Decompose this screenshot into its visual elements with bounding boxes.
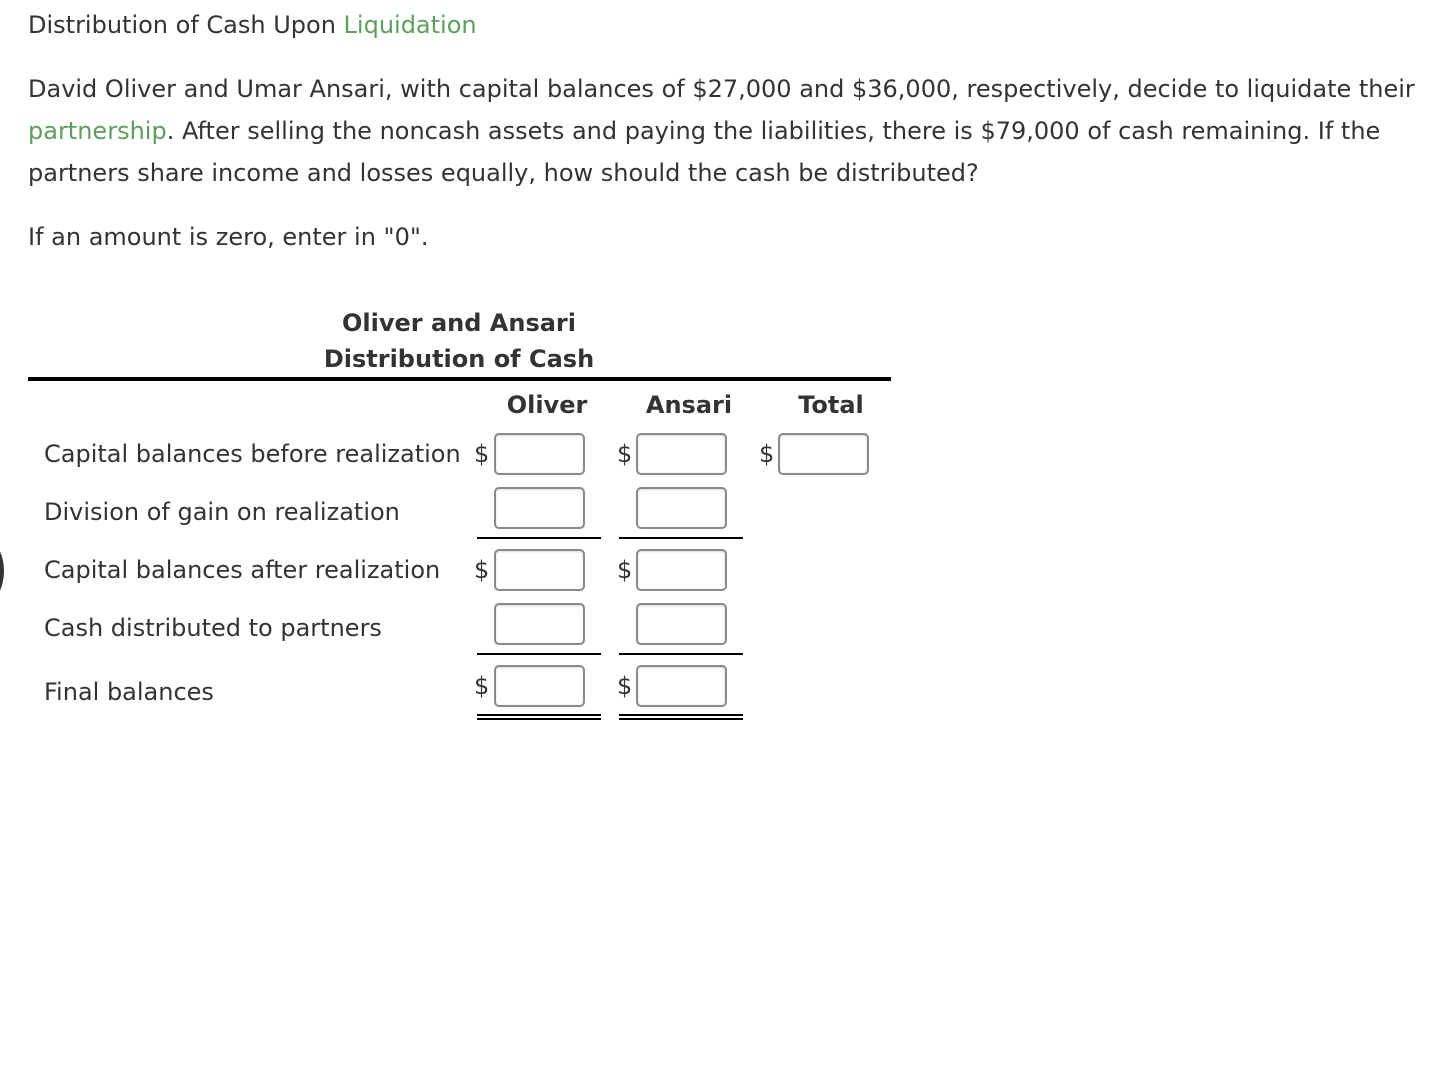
division-gain-ansari-input[interactable] <box>636 487 727 529</box>
row-label-division-of-gain: Division of gain on realization <box>44 498 400 526</box>
row-label-capital-after: Capital balances after realization <box>44 556 441 584</box>
dollar-sign: $ <box>617 672 633 700</box>
problem-text-end: . After selling the noncash assets and paying the liabilities, there is $79,000 of cash remaining. If the partners share income and losses equally, how should the cash be distributed? <box>28 117 1381 187</box>
column-header-ansari: Ansari <box>645 391 733 419</box>
dollar-sign: $ <box>617 440 633 468</box>
row-label-capital-before: Capital balances before realization <box>44 440 461 468</box>
dollar-sign: $ <box>474 556 490 584</box>
dollar-sign: $ <box>474 440 490 468</box>
subtotal-rule <box>477 537 601 539</box>
heading-rule <box>28 377 891 381</box>
capital-after-ansari-input[interactable] <box>636 549 727 591</box>
capital-before-ansari-input[interactable] <box>636 433 727 475</box>
capital-before-total-input[interactable] <box>778 433 869 475</box>
cash-distributed-ansari-input[interactable] <box>636 603 727 645</box>
statement-company-heading: Oliver and Ansari <box>342 309 576 337</box>
subtotal-rule <box>619 537 743 539</box>
column-header-oliver: Oliver <box>506 391 588 419</box>
dollar-sign: $ <box>617 556 633 584</box>
capital-after-oliver-input[interactable] <box>494 549 585 591</box>
cash-distributed-oliver-input[interactable] <box>494 603 585 645</box>
row-label-cash-distributed: Cash distributed to partners <box>44 614 382 642</box>
problem-text-start: David Oliver and Umar Ansari, with capital balances of $27,000 and $36,000, respectively, decide to liquidate their <box>28 75 1415 103</box>
capital-before-oliver-input[interactable] <box>494 433 585 475</box>
total-double-rule <box>477 714 601 720</box>
dollar-sign: $ <box>474 672 490 700</box>
page-title-text: Distribution of Cash Upon <box>28 11 344 39</box>
instruction-text: If an amount is zero, enter in "0". <box>28 223 429 251</box>
problem-text <box>28 68 1428 194</box>
page-title <box>28 10 477 40</box>
subtotal-rule <box>619 653 743 655</box>
side-circle-icon <box>0 540 4 602</box>
subtotal-rule <box>477 653 601 655</box>
dollar-sign: $ <box>759 440 775 468</box>
column-header-total: Total <box>798 391 864 419</box>
division-gain-oliver-input[interactable] <box>494 487 585 529</box>
row-label-final-balances: Final balances <box>44 678 214 706</box>
total-double-rule <box>619 714 743 720</box>
final-balance-oliver-input[interactable] <box>494 665 585 707</box>
final-balance-ansari-input[interactable] <box>636 665 727 707</box>
liquidation-link[interactable]: Liquidation <box>343 11 477 39</box>
statement-title-heading: Distribution of Cash <box>323 345 595 373</box>
partnership-link[interactable]: partnership <box>28 117 167 145</box>
